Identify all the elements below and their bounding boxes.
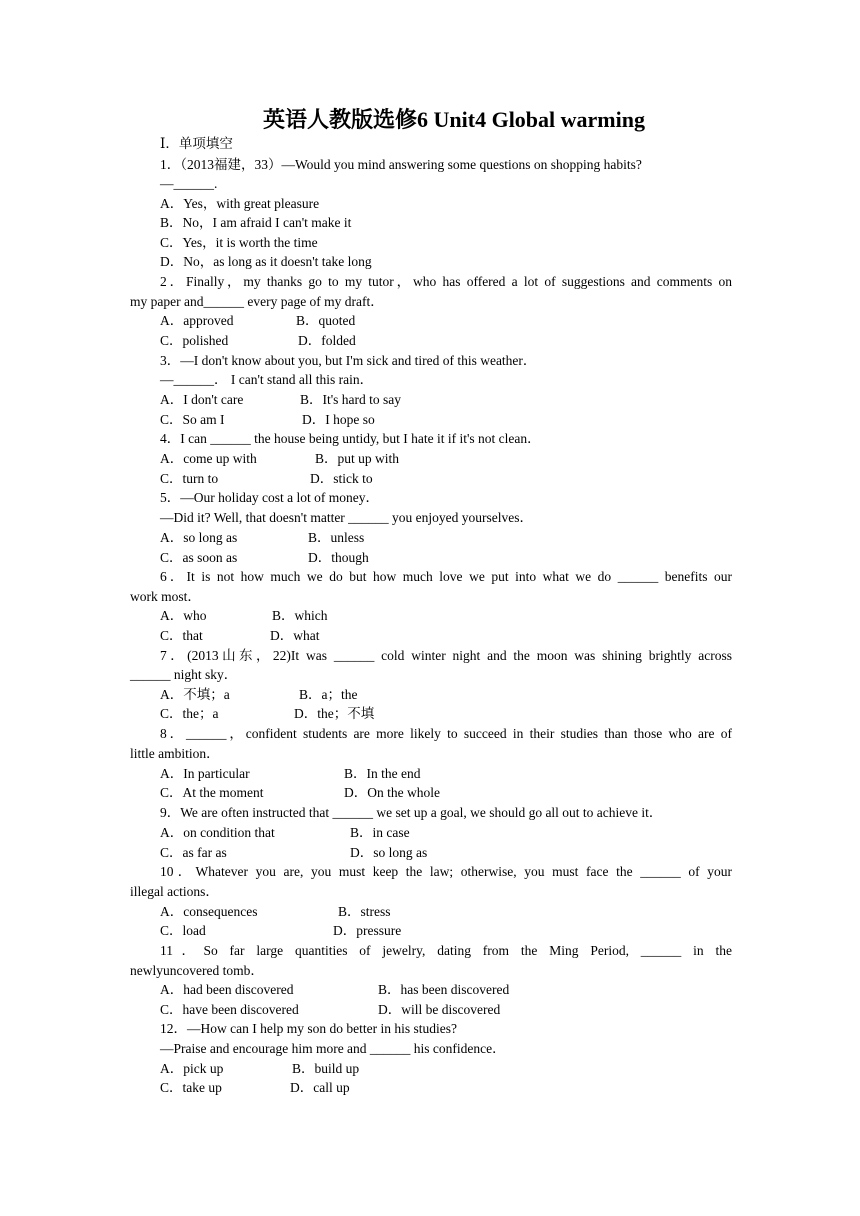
- question-1-line-1: 1．（2013福建，33）—Would you mind answering some questions on shopping habits?: [160, 157, 642, 172]
- question-5-option-b: B．unless: [308, 530, 365, 545]
- question-7-option-a: A．不填；a: [160, 687, 230, 702]
- question-5-option-a: A．so long as: [160, 530, 238, 545]
- question-7-option-b: B．a；the: [299, 687, 358, 702]
- question-4-line-1: 4．I can ______ the house being untidy, but I hate it if it's not clean．: [160, 431, 541, 446]
- question-5-option-c: C．as soon as: [160, 550, 238, 565]
- section-heading: Ⅰ．单项填空: [160, 136, 233, 151]
- question-1-option-b: B．No，I am afraid I can't make it: [160, 215, 352, 230]
- question-11-option-b: B．has been discovered: [378, 982, 510, 997]
- question-8-option-a: A．In particular: [160, 766, 250, 781]
- question-11-line-2: newlyuncovered tomb．: [130, 963, 264, 978]
- question-12-option-d: D．call up: [290, 1080, 350, 1095]
- question-7-option-c: C．the；a: [160, 706, 219, 721]
- question-10-option-a: A．consequences: [160, 904, 258, 919]
- question-8-line-2: little ambition．: [130, 746, 220, 761]
- question-8-option-d: D．On the whole: [344, 785, 440, 800]
- question-2-option-d: D．folded: [298, 333, 356, 348]
- question-12-option-a: A．pick up: [160, 1061, 224, 1076]
- question-10-option-b: B．stress: [338, 904, 391, 919]
- question-10-option-d: D．pressure: [333, 923, 402, 938]
- question-8-line-1: 8．______，confident students are more likely to succeed in their studies than those who are of: [160, 726, 732, 741]
- question-3-option-a: A．I don't care: [160, 392, 244, 407]
- question-5-line-2: —Did it? Well, that doesn't matter ______ you enjoyed yourselves．: [160, 510, 534, 525]
- question-6-line-2: work most．: [130, 589, 201, 604]
- question-12-option-c: C．take up: [160, 1080, 222, 1095]
- question-11-option-a: A．had been discovered: [160, 982, 294, 997]
- question-3-option-c: C．So am I: [160, 412, 225, 427]
- question-12-line-1: 12．—How can I help my son do better in his studies?: [160, 1021, 457, 1036]
- question-6-line-1: 6．It is not how much we do but how much love we put into what we do ______ benefits our: [160, 569, 732, 584]
- question-9-option-d: D．so long as: [350, 845, 428, 860]
- question-7-line-2: ______ night sky．: [130, 667, 238, 682]
- question-9-line-1: 9．We are often instructed that ______ we set up a goal, we should go all out to achieve it．: [160, 805, 663, 820]
- question-5-option-d: D．though: [308, 550, 369, 565]
- question-6-option-a: A．who: [160, 608, 207, 623]
- question-11-option-c: C．have been discovered: [160, 1002, 299, 1017]
- question-12-line-2: —Praise and encourage him more and ______ his confidence．: [160, 1041, 506, 1056]
- question-3-line-1: 3．—I don't know about you, but I'm sick and tired of this weather．: [160, 353, 537, 368]
- question-10-line-1: 10．Whatever you are, you must keep the law; otherwise, you must face the ______ of your: [160, 864, 732, 879]
- document-title: 英语人教版选修6 Unit4 Global warming: [263, 107, 645, 132]
- question-2-line-1: 2．Finally，my thanks go to my tutor，who has offered a lot of suggestions and comments on: [160, 274, 732, 289]
- question-8-option-b: B．In the end: [344, 766, 421, 781]
- question-8-option-c: C．At the moment: [160, 785, 264, 800]
- question-3-line-2: —______． I can't stand all this rain．: [160, 372, 374, 387]
- question-2-option-a: A．approved: [160, 313, 234, 328]
- question-4-option-a: A．come up with: [160, 451, 257, 466]
- question-4-option-b: B．put up with: [315, 451, 400, 466]
- question-10-option-c: C．load: [160, 923, 206, 938]
- question-11-option-d: D．will be discovered: [378, 1002, 501, 1017]
- question-4-option-c: C．turn to: [160, 471, 219, 486]
- question-2-option-c: C．polished: [160, 333, 229, 348]
- question-2-option-b: B．quoted: [296, 313, 356, 328]
- question-11-line-1: 11．So far large quantities of jewelry, dating from the Ming Period, ______ in the: [160, 943, 732, 958]
- question-1-option-c: C．Yes，it is worth the time: [160, 235, 318, 250]
- question-6-option-b: B．which: [272, 608, 328, 623]
- question-9-option-b: B．in case: [350, 825, 410, 840]
- question-7-line-1: 7．(2013山东，22)It was ______ cold winter night and the moon was shining brightly across: [160, 648, 732, 663]
- question-3-option-b: B．It's hard to say: [300, 392, 402, 407]
- question-5-line-1: 5．—Our holiday cost a lot of money．: [160, 490, 379, 505]
- question-12-option-b: B．build up: [292, 1061, 360, 1076]
- question-1-option-d: D．No，as long as it doesn't take long: [160, 254, 372, 269]
- question-6-option-d: D．what: [270, 628, 320, 643]
- question-3-option-d: D．I hope so: [302, 412, 375, 427]
- question-6-option-c: C．that: [160, 628, 203, 643]
- question-10-line-2: illegal actions．: [130, 884, 219, 899]
- question-9-option-a: A．on condition that: [160, 825, 275, 840]
- question-4-option-d: D．stick to: [310, 471, 373, 486]
- question-2-line-2: my paper and______ every page of my draft．: [130, 294, 384, 309]
- question-1-option-a: A．Yes，with great pleasure: [160, 196, 320, 211]
- question-7-option-d: D．the；不填: [294, 706, 375, 721]
- question-1-line-2: —______.: [160, 176, 218, 191]
- question-9-option-c: C．as far as: [160, 845, 227, 860]
